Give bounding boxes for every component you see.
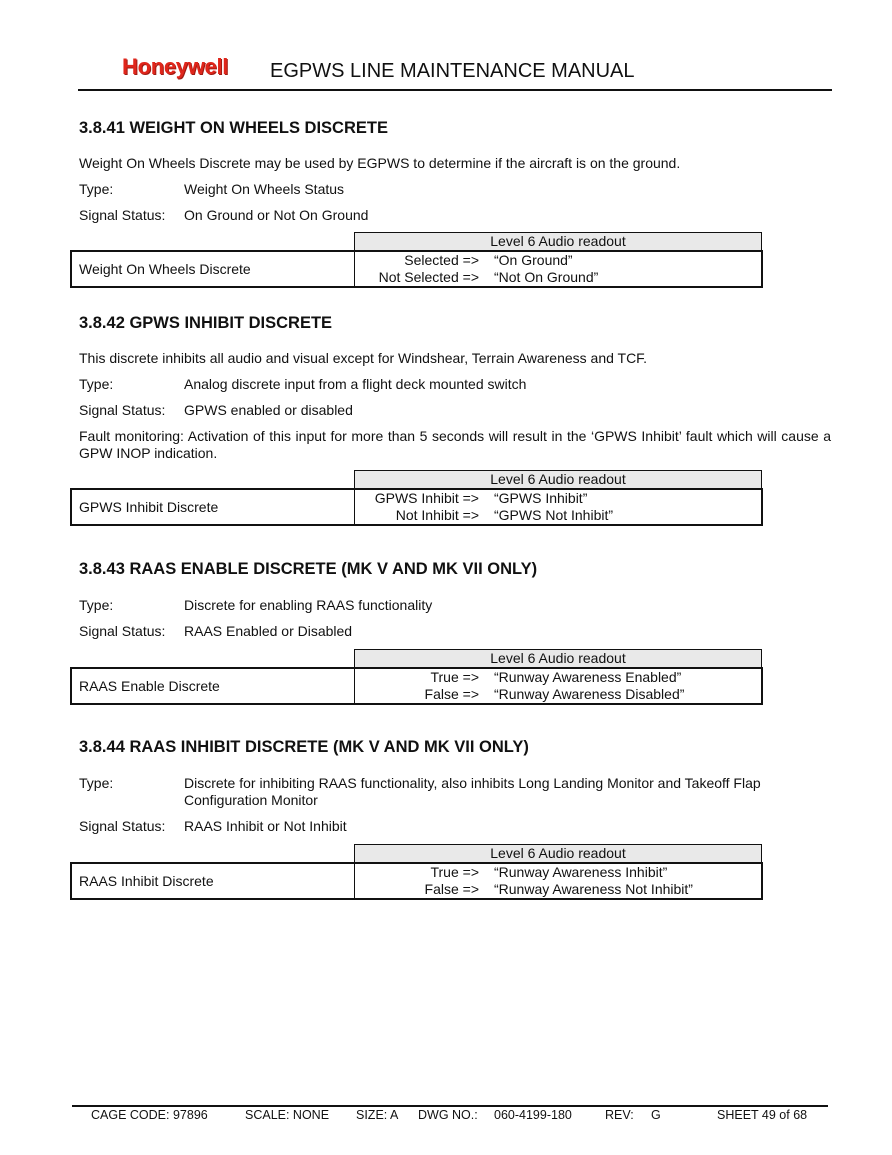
readout-row bbox=[355, 269, 761, 286]
readout-body bbox=[70, 488, 763, 526]
readout-audio: “Runway Awareness Not Inhibit” bbox=[494, 881, 693, 897]
cage-code: CAGE CODE: 97896 bbox=[91, 1108, 208, 1122]
signal-status-value: RAAS Enabled or Disabled bbox=[184, 623, 353, 639]
type-row bbox=[79, 597, 831, 614]
type-label: Type: bbox=[79, 376, 114, 392]
signal-status-value: RAAS Inhibit or Not Inhibit bbox=[184, 818, 347, 834]
signal-status-label: Signal Status: bbox=[79, 207, 166, 223]
signal-status-value: On Ground or Not On Ground bbox=[184, 207, 369, 223]
section-intro: This discrete inhibits all audio and visual except for Windshear, Terrain Awareness and TCF. bbox=[79, 350, 648, 366]
discrete-name: RAAS Enable Discrete bbox=[79, 678, 220, 694]
readout-condition: GPWS Inhibit => bbox=[374, 490, 479, 506]
type-label: Type: bbox=[79, 597, 114, 613]
audio-readout-table bbox=[70, 232, 762, 286]
signal-status-row bbox=[79, 623, 831, 640]
dwg-number: 060-4199-180 bbox=[494, 1108, 572, 1122]
page-header bbox=[78, 50, 832, 90]
honeywell-logo: Honeywell bbox=[122, 54, 229, 79]
section-raas-enable bbox=[79, 560, 831, 640]
readout-condition: False => bbox=[424, 881, 479, 897]
type-value: Discrete for inhibiting RAAS functionality, also inhibits Long Landing Monitor and Takeoff Flap Configuration Monitor bbox=[184, 775, 761, 808]
readout-condition: Not Selected => bbox=[378, 269, 479, 285]
readout-header: Level 6 Audio readout bbox=[354, 232, 762, 251]
rev-label: REV: bbox=[605, 1108, 634, 1122]
readout-row bbox=[355, 881, 761, 898]
discrete-name: RAAS Inhibit Discrete bbox=[79, 873, 214, 889]
type-row bbox=[79, 775, 831, 809]
signal-status-label: Signal Status: bbox=[79, 818, 166, 834]
readout-condition: Not Inhibit => bbox=[395, 507, 479, 523]
readout-body bbox=[70, 862, 763, 900]
footer-divider bbox=[72, 1105, 828, 1107]
readout-audio: “GPWS Inhibit” bbox=[494, 490, 588, 506]
type-value: Discrete for enabling RAAS functionality bbox=[184, 597, 433, 613]
audio-readout-table bbox=[70, 470, 762, 524]
type-row bbox=[79, 376, 831, 393]
type-value: Analog discrete input from a flight deck mounted switch bbox=[184, 376, 527, 392]
scale: SCALE: NONE bbox=[245, 1108, 330, 1122]
readout-audio: “Runway Awareness Inhibit” bbox=[494, 864, 668, 880]
type-label: Type: bbox=[79, 775, 114, 791]
audio-readout-table bbox=[70, 844, 762, 898]
readout-condition: False => bbox=[424, 686, 479, 702]
audio-readout-table bbox=[70, 649, 762, 703]
readout-body bbox=[70, 667, 763, 705]
type-row bbox=[79, 181, 831, 198]
readout-condition: Selected => bbox=[404, 252, 479, 268]
readout-audio: “GPWS Not Inhibit” bbox=[494, 507, 614, 523]
header-divider bbox=[78, 89, 832, 91]
readout-audio: “Not On Ground” bbox=[494, 269, 599, 285]
signal-status-label: Signal Status: bbox=[79, 402, 166, 418]
readout-row bbox=[355, 864, 761, 881]
readout-row bbox=[355, 507, 761, 524]
discrete-name: GPWS Inhibit Discrete bbox=[79, 499, 219, 515]
section-title: 3.8.41 WEIGHT ON WHEELS DISCRETE bbox=[79, 119, 388, 137]
section-title: 3.8.44 RAAS INHIBIT DISCRETE (MK V AND MK VII ONLY) bbox=[79, 738, 529, 756]
signal-status-row bbox=[79, 402, 831, 419]
section-gpws-inhibit bbox=[79, 314, 831, 462]
readout-condition: True => bbox=[430, 669, 479, 685]
readout-header: Level 6 Audio readout bbox=[354, 470, 762, 489]
section-raas-inhibit bbox=[79, 738, 831, 835]
signal-status-row bbox=[79, 818, 831, 835]
type-value: Weight On Wheels Status bbox=[184, 181, 345, 197]
readout-audio: “On Ground” bbox=[494, 252, 573, 268]
readout-audio: “Runway Awareness Enabled” bbox=[494, 669, 682, 685]
type-label: Type: bbox=[79, 181, 114, 197]
section-title: 3.8.42 GPWS INHIBIT DISCRETE bbox=[79, 314, 333, 332]
readout-row bbox=[355, 490, 761, 507]
section-intro: Weight On Wheels Discrete may be used by EGPWS to determine if the aircraft is on the ground. bbox=[79, 155, 681, 171]
readout-row bbox=[355, 252, 761, 269]
fault-monitoring-text: Fault monitoring: Activation of this input for more than 5 seconds will result in the ‘GPWS Inhibit’ fault which will cause a GPW INOP indication. bbox=[79, 428, 831, 461]
readout-row bbox=[355, 686, 761, 703]
size: SIZE: A bbox=[356, 1108, 399, 1122]
readout-body bbox=[70, 250, 763, 288]
manual-title: EGPWS LINE MAINTENANCE MANUAL bbox=[270, 60, 635, 82]
page-footer bbox=[0, 1108, 892, 1124]
readout-condition: True => bbox=[430, 864, 479, 880]
section-weight-on-wheels bbox=[79, 119, 831, 224]
sheet-number: SHEET 49 of 68 bbox=[717, 1108, 808, 1122]
section-title: 3.8.43 RAAS ENABLE DISCRETE (MK V AND MK VII ONLY) bbox=[79, 560, 538, 578]
readout-audio: “Runway Awareness Disabled” bbox=[494, 686, 685, 702]
signal-status-label: Signal Status: bbox=[79, 623, 166, 639]
dwg-label: DWG NO.: bbox=[418, 1108, 478, 1122]
rev-value: G bbox=[651, 1108, 661, 1122]
readout-header: Level 6 Audio readout bbox=[354, 649, 762, 668]
readout-row bbox=[355, 669, 761, 686]
signal-status-row bbox=[79, 207, 831, 224]
readout-header: Level 6 Audio readout bbox=[354, 844, 762, 863]
signal-status-value: GPWS enabled or disabled bbox=[184, 402, 353, 418]
discrete-name: Weight On Wheels Discrete bbox=[79, 261, 251, 277]
